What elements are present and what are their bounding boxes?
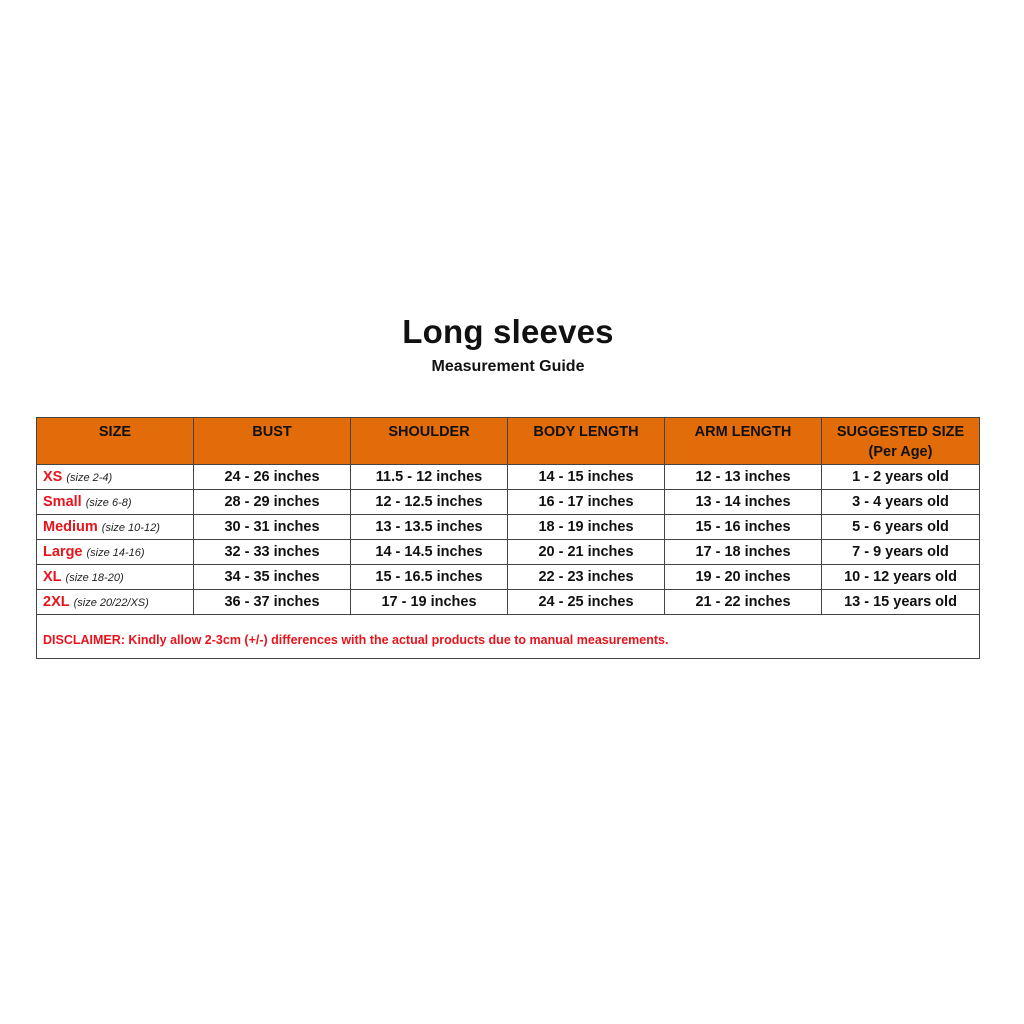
header-body-length: BODY LENGTH <box>508 418 665 465</box>
table-header-row <box>37 418 980 465</box>
measurement-table <box>36 417 980 659</box>
bust-cell: 30 - 31 inches <box>194 515 351 540</box>
suggested-size-cell: 10 - 12 years old <box>822 565 980 590</box>
bust-cell: 28 - 29 inches <box>194 490 351 515</box>
body-length-cell: 16 - 17 inches <box>508 490 665 515</box>
page-title: Long sleeves <box>402 313 614 350</box>
size-cell <box>37 590 194 615</box>
shoulder-cell: 14 - 14.5 inches <box>351 540 508 565</box>
table-row <box>37 465 980 490</box>
shoulder-cell: 11.5 - 12 inches <box>351 465 508 490</box>
body-length-cell: 14 - 15 inches <box>508 465 665 490</box>
size-name: XS <box>43 469 63 485</box>
table-row <box>37 490 980 515</box>
size-name: XL <box>43 569 62 585</box>
arm-length-cell: 19 - 20 inches <box>665 565 822 590</box>
table-row <box>37 590 980 615</box>
header-suggested-size-line1: SUGGESTED SIZE <box>836 424 965 440</box>
suggested-size-cell: 5 - 6 years old <box>822 515 980 540</box>
size-name: Large <box>43 544 83 560</box>
body-length-cell: 18 - 19 inches <box>508 515 665 540</box>
size-cell <box>37 565 194 590</box>
arm-length-cell: 17 - 18 inches <box>665 540 822 565</box>
arm-length-cell: 13 - 14 inches <box>665 490 822 515</box>
header-size: SIZE <box>37 418 194 465</box>
size-note: (size 18-20) <box>65 572 124 584</box>
bust-cell: 32 - 33 inches <box>194 540 351 565</box>
suggested-size-cell: 7 - 9 years old <box>822 540 980 565</box>
arm-length-cell: 15 - 16 inches <box>665 515 822 540</box>
size-cell <box>37 515 194 540</box>
size-name: Small <box>43 494 82 510</box>
body-length-cell: 24 - 25 inches <box>508 590 665 615</box>
bust-cell: 36 - 37 inches <box>194 590 351 615</box>
suggested-size-cell: 13 - 15 years old <box>822 590 980 615</box>
header-suggested-size <box>822 418 980 465</box>
table-row <box>37 515 980 540</box>
header-bust: BUST <box>194 418 351 465</box>
arm-length-cell: 21 - 22 inches <box>665 590 822 615</box>
size-cell <box>37 490 194 515</box>
header-arm-length: ARM LENGTH <box>665 418 822 465</box>
suggested-size-cell: 1 - 2 years old <box>822 465 980 490</box>
size-note: (size 2-4) <box>66 472 113 484</box>
size-name: Medium <box>43 519 98 535</box>
table-row <box>37 540 980 565</box>
body-length-cell: 22 - 23 inches <box>508 565 665 590</box>
header-shoulder: SHOULDER <box>351 418 508 465</box>
disclaimer-text: DISCLAIMER: Kindly allow 2-3cm (+/-) differences with the actual products due to manual measurements. <box>37 615 980 659</box>
shoulder-cell: 17 - 19 inches <box>351 590 508 615</box>
size-cell <box>37 465 194 490</box>
size-note: (size 14-16) <box>86 547 145 559</box>
size-cell <box>37 540 194 565</box>
shoulder-cell: 15 - 16.5 inches <box>351 565 508 590</box>
arm-length-cell: 12 - 13 inches <box>665 465 822 490</box>
bust-cell: 34 - 35 inches <box>194 565 351 590</box>
shoulder-cell: 12 - 12.5 inches <box>351 490 508 515</box>
table-row <box>37 565 980 590</box>
header-suggested-size-line2: (Per Age) <box>868 444 933 460</box>
size-note: (size 6-8) <box>85 497 132 509</box>
size-name: 2XL <box>43 594 70 610</box>
body-length-cell: 20 - 21 inches <box>508 540 665 565</box>
bust-cell: 24 - 26 inches <box>194 465 351 490</box>
page-subtitle: Measurement Guide <box>431 358 585 375</box>
size-note: (size 10-12) <box>101 522 160 534</box>
disclaimer-row <box>37 615 980 659</box>
shoulder-cell: 13 - 13.5 inches <box>351 515 508 540</box>
size-note: (size 20/22/XS) <box>73 597 149 609</box>
suggested-size-cell: 3 - 4 years old <box>822 490 980 515</box>
